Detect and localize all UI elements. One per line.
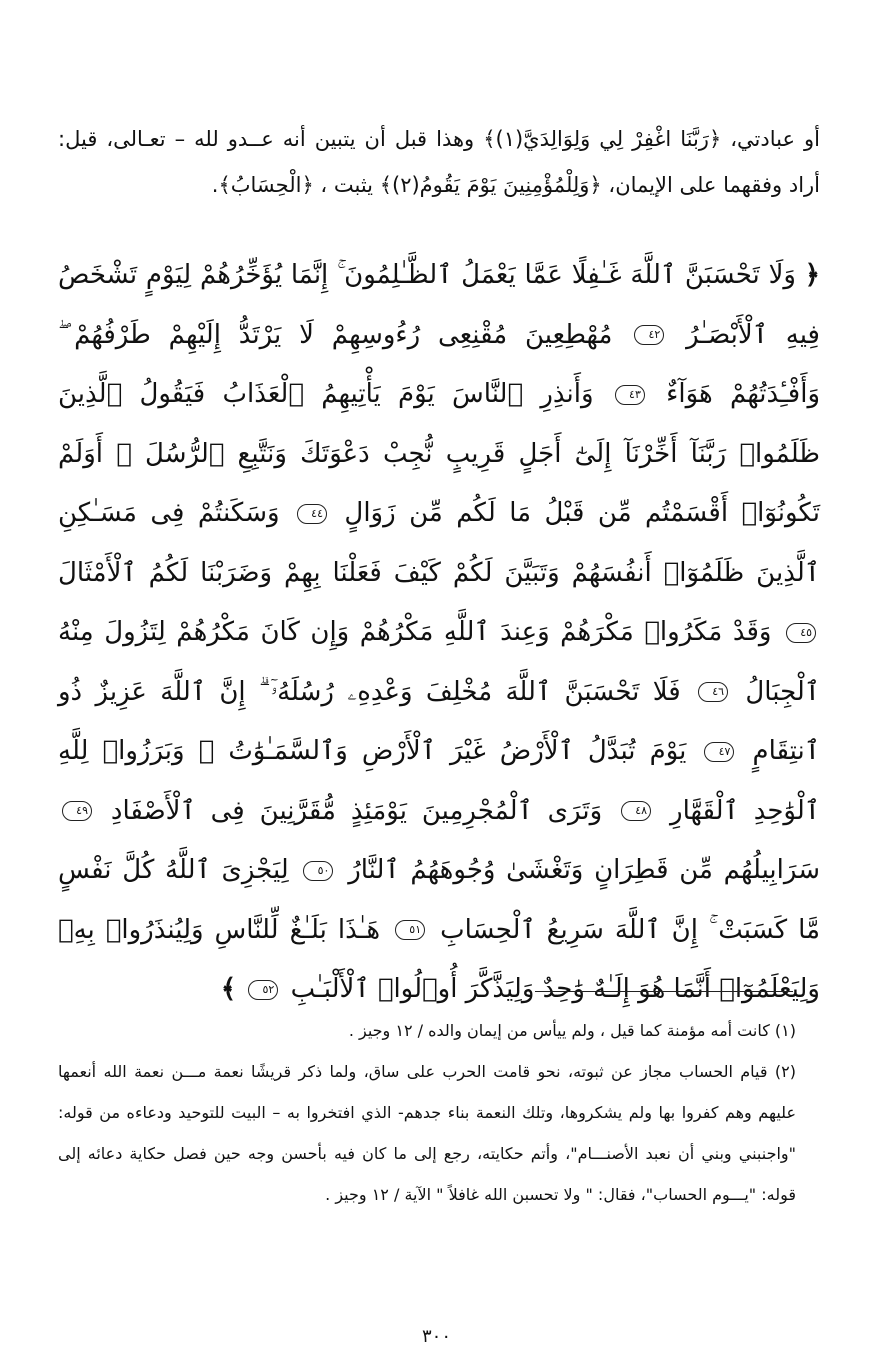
- page-number: ٣٠٠: [421, 1326, 451, 1347]
- footnote-2: (٢) قيام الحساب مجاز عن ثبوته، نحو قامت الحرب على ساق، ولما ذكر قريشًا نعمة مـــن نعمة الله أنعمها عليهم وهم كفروا بها ولم يشكروها، وتلك النعمة بناء جدهم- الذي افتخروا به – البيت للتوحيد ودعاءه من قوله: "واجنبني وبني أن نعبد الأصنـــام"، وأتم حكايته، رجع إلى ما كان فيه بأحسن وجه حين فصل حكاية دعائه إلى قوله: "يـــوم الحساب"، فقال: " ولا تحسبن الله غافلاً " الآية / ١٢ وجيز .: [58, 1062, 796, 1204]
- verse-text: مُهْطِعِينَ مُقْنِعِى رُءُوسِهِمْ لَا يَرْتَدُّ إِلَيْهِمْ طَرْفُهُمْ ۖ وَأَفْـِٔدَتُهُمْ هَوَآءٌ: [58, 319, 821, 409]
- verse-text: هَـٰذَا بَلَـٰغٌ لِّلنَّاسِ وَلِيُنذَرُوا۟ بِهِۦ وَلِيَعْلَمُوٓا۟ أَنَّمَا هُوَ إِلَـٰهٌ وَٰحِدٌ وَلِيَذَّكَّرَ أُو۟لُوا۟ ٱلْأَلْبَـٰبِ: [58, 914, 820, 1004]
- verse-text: وَلَا تَحْسَبَنَّ ٱللَّهَ غَـٰفِلًا عَمَّا يَعْمَلُ ٱلظَّـٰلِمُونَ ۚ إِنَّمَا يُؤَخِّرُهُمْ لِيَوْمٍ تَشْخَصُ فِيهِ ٱلْأَبْصَـٰرُ: [58, 260, 820, 350]
- verse-number-marker: ٤٤: [297, 504, 327, 524]
- commentary-intro: [58, 116, 820, 208]
- verse-number-marker: ٤٩: [62, 801, 92, 821]
- verse-text: سَرَابِيلُهُم مِّن قَطِرَانٍ وَتَغْشَىٰ وُجُوهَهُمُ ٱلنَّارُ: [348, 855, 821, 885]
- verse-number-marker: ٥١: [395, 920, 425, 940]
- verse-number-marker: ٤٢: [634, 325, 664, 345]
- verse-number-marker: ٤٨: [621, 801, 651, 821]
- quran-open-bracket: ﴿: [804, 260, 821, 290]
- verse-text: يَوْمَ تُبَدَّلُ ٱلْأَرْضُ غَيْرَ ٱلْأَرْضِ وَٱلسَّمَـٰوَٰتُ ۖ وَبَرَزُوا۟ لِلَّهِ ٱلْوَٰحِدِ ٱلْقَهَّارِ: [58, 736, 821, 826]
- footnote-divider: [535, 991, 793, 992]
- footnotes: [58, 1010, 796, 1215]
- verse-text: فَلَا تَحْسَبَنَّ ٱللَّهَ مُخْلِفَ وَعْدِهِۦ رُسُلَهُۥٓ ۗ إِنَّ ٱللَّهَ عَزِيزٌ ذُو ٱنتِقَامٍ: [58, 676, 820, 766]
- verse-number-marker: ٤٥: [786, 623, 816, 643]
- commentary-line-1: أو عبادتي، ﴿رَبَّنَا اغْفِرْ لِي وَلِوَالِدَيَّ(١)﴾ وهذا قبل أن يتبين أنه عــدو لله – تعـالى،: [106, 127, 820, 151]
- verse-text: وَقَدْ مَكَرُوا۟ مَكْرَهُمْ وَعِندَ ٱللَّهِ مَكْرُهُمْ وَإِن كَانَ مَكْرُهُمْ لِتَزُولَ مِنْهُ ٱلْجِبَالُ: [58, 617, 821, 707]
- footnote-1: (١) كانت أمه مؤمنة كما قيل ، ولم ييأس من إيمان والده / ١٢ وجيز .: [348, 1021, 796, 1040]
- verse-number-marker: ٤٧: [704, 742, 734, 762]
- verse-text: وَتَرَى ٱلْمُجْرِمِينَ يَوْمَئِذٍ مُّقَرَّنِينَ فِى ٱلْأَصْفَادِ: [110, 795, 603, 826]
- verse-text: لِيَجْزِىَ ٱللَّهُ كُلَّ نَفْسٍ مَّا كَسَبَتْ ۚ إِنَّ ٱللَّهَ سَرِيعُ ٱلْحِسَابِ: [58, 855, 820, 945]
- quran-passage: [58, 246, 820, 1020]
- verse-number-marker: ٥٠: [303, 861, 333, 881]
- commentary-line-2: قيل: أراد وفقهما على الإيمان، ﴿وَلِلْمُؤْمِنِينَ يَوْمَ يَقُومُ(٢)﴾ يثبت ، ﴿الْحِسَابُ﴾.: [58, 127, 820, 197]
- verse-number-marker: ٤٣: [615, 385, 645, 405]
- verse-number-marker: ٤٦: [698, 682, 728, 702]
- verse-text: وَأَنذِرِ ٱلنَّاسَ يَوْمَ يَأْتِيهِمُ ٱلْعَذَابُ فَيَقُولُ ٱلَّذِينَ ظَلَمُوا۟ رَبَّنَآ أَخِّرْنَآ إِلَىٰٓ أَجَلٍ قَرِيبٍ نُّجِبْ دَعْوَتَكَ وَنَتَّبِعِ ٱلرُّسُلَ ۗ أَوَلَمْ تَكُونُوٓا۟ أَقْسَمْتُم مِّن قَبْلُ مَا لَكُم مِّن زَوَالٍ: [58, 379, 821, 528]
- verse-number-marker: ٥٢: [248, 980, 278, 1000]
- quran-close-bracket: ﴾: [220, 974, 237, 1004]
- verse-text: وَسَكَنتُمْ فِى مَسَـٰكِنِ ٱلَّذِينَ ظَلَمُوٓا۟ أَنفُسَهُمْ وَتَبَيَّنَ لَكُمْ كَيْفَ فَعَلْنَا بِهِمْ وَضَرَبْنَا لَكُمُ ٱلْأَمْثَالَ: [58, 498, 820, 588]
